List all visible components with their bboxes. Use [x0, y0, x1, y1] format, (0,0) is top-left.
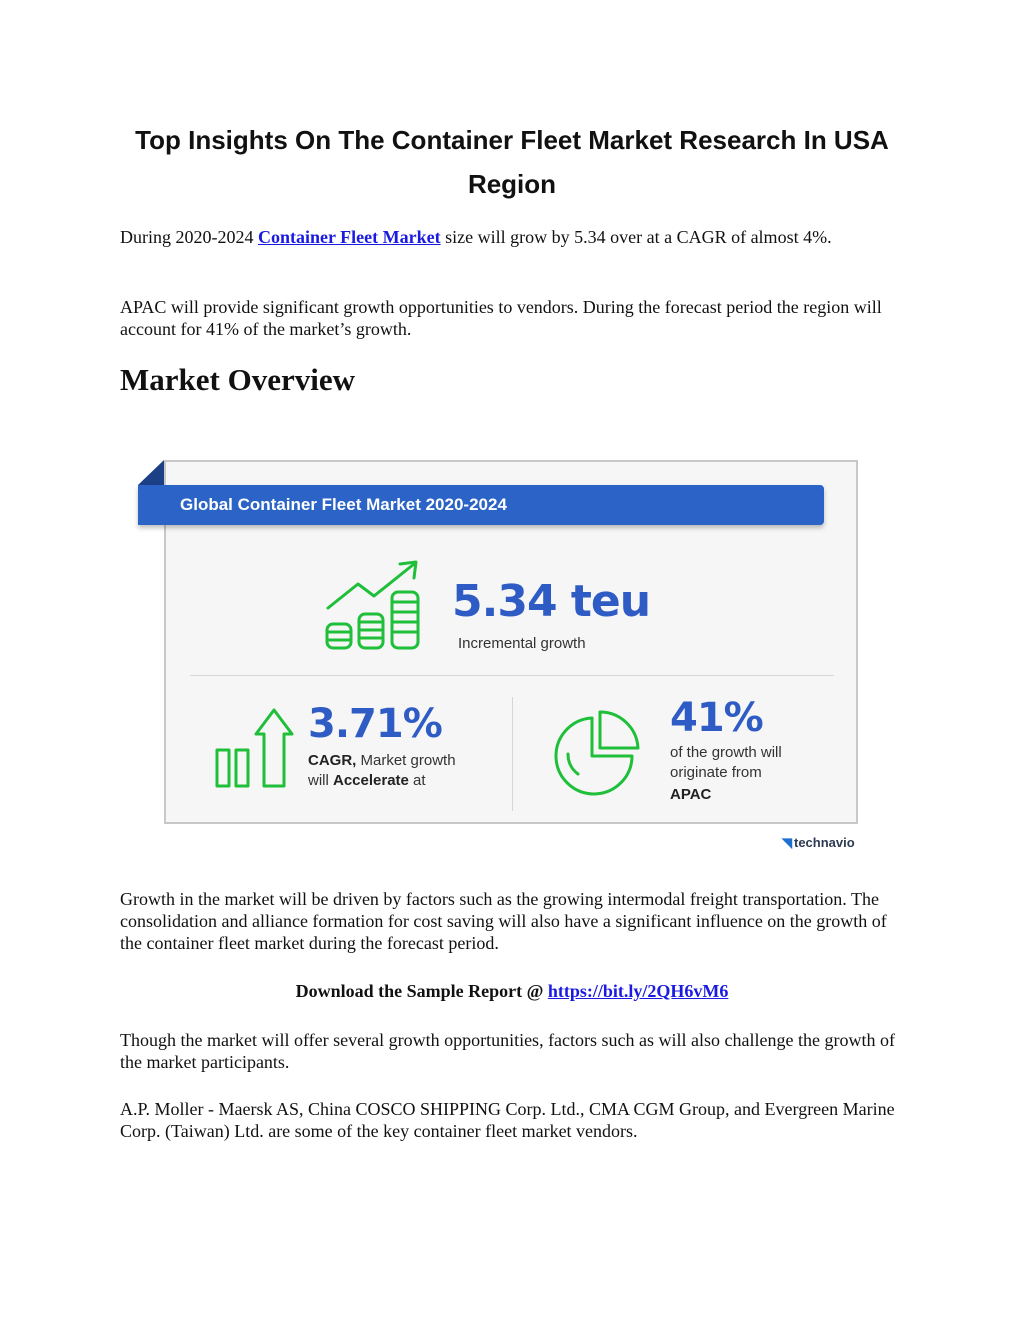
cagr-word: CAGR, [308, 752, 357, 769]
intro-paragraph [120, 226, 910, 248]
cagr-line2-post: at [408, 772, 426, 789]
challenge-paragraph: Though the market will offer several growth opportunities, factors such as will also challenge the growth of the market participants. [120, 1030, 895, 1072]
coins-growth-icon [320, 556, 426, 652]
apac-paragraph: APAC will provide significant growth opportunities to vendors. During the forecast period the region will account for 41% of the market’s growth. [120, 297, 882, 339]
growth-label: Incremental growth [458, 635, 586, 652]
divider-vertical [512, 697, 513, 811]
page-title: Top Insights On The Container Fleet Market Research In USA Region [135, 125, 889, 199]
brand-name: technavio [794, 835, 855, 850]
share-value: 41% [670, 695, 763, 741]
download-cta [120, 980, 904, 1002]
bar-arrow-up-icon [212, 706, 298, 790]
cagr-line-1 [308, 751, 456, 771]
technavio-logo [782, 835, 855, 851]
technavio-flag-icon: ◥ [782, 835, 792, 850]
vendors-paragraph: A.P. Moller - Maersk AS, China COSCO SHIPPING Corp. Ltd., CMA CGM Group, and Evergreen Marine Corp. (Taiwan) Ltd. are some of the key container fleet market vendors. [120, 1099, 895, 1141]
share-region: APAC [670, 786, 712, 803]
cagr-line-2 [308, 771, 426, 791]
intro-text-end: size will grow by 5.34 over at a CAGR of almost 4%. [440, 227, 832, 247]
container-fleet-market-link[interactable]: Container Fleet Market [258, 227, 441, 247]
share-line-2: originate from [670, 764, 762, 781]
growth-value: 5.34 teu [452, 576, 651, 627]
growth-paragraph: Growth in the market will be driven by factors such as the growing intermodal freight transportation. The consolidation and alliance formation for cost saving will also have a significant influence on the growth of the container fleet market during the forecast period. [120, 889, 887, 953]
banner-title: Global Container Fleet Market 2020-2024 [180, 495, 507, 514]
intro-text-start: During 2020-2024 [120, 227, 258, 247]
divider-horizontal [190, 675, 834, 676]
section-heading: Market Overview [120, 362, 355, 397]
cagr-value: 3.71% [308, 701, 442, 747]
pie-chart-icon [548, 708, 644, 800]
cagr-line2-pre: will [308, 772, 333, 789]
sample-report-link[interactable]: https://bit.ly/2QH6vM6 [547, 981, 729, 1001]
banner-fold [138, 460, 164, 485]
share-line-1: of the growth will [670, 744, 782, 761]
cagr-rest: Market growth [356, 752, 456, 769]
cta-label: Download the Sample Report @ [295, 981, 548, 1001]
cagr-accelerate: Accelerate [333, 772, 409, 789]
